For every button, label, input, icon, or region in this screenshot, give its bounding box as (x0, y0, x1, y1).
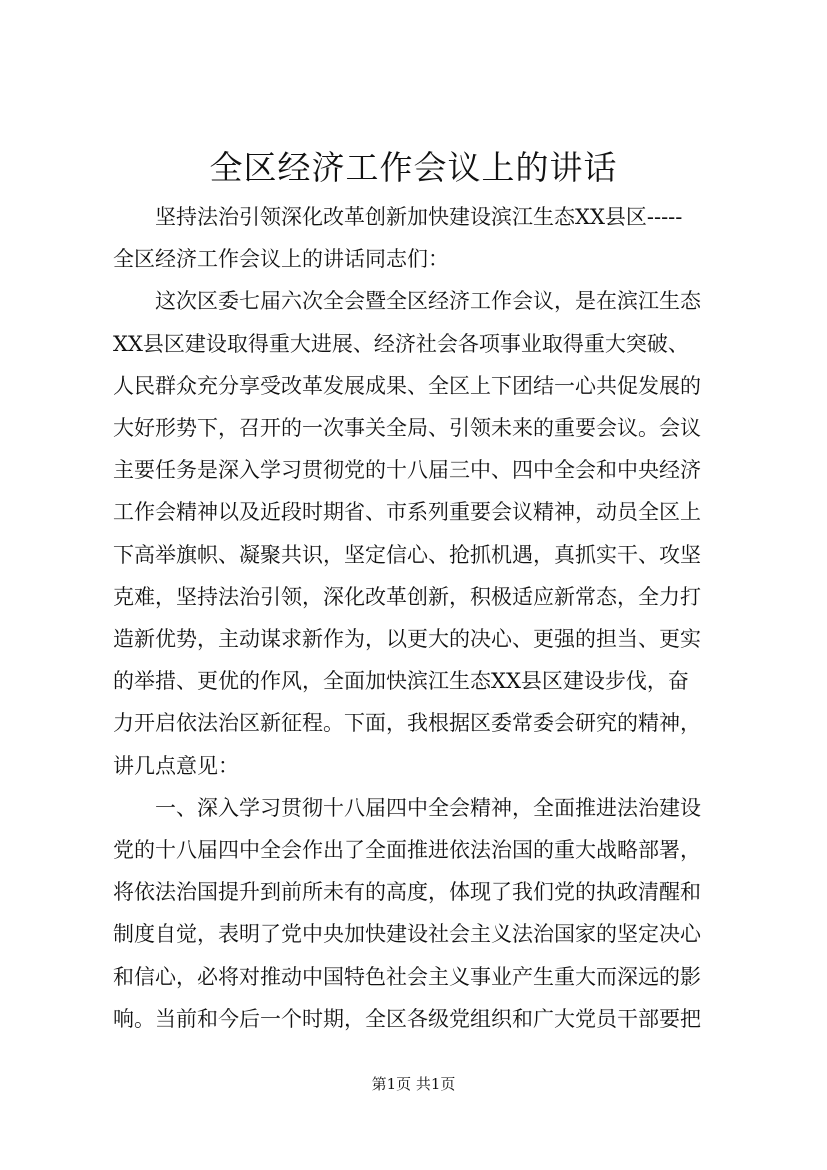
body-line: 的举措、更优的作风，全面加快滨江生态XX县区建设步伐，奋 (113, 669, 689, 694)
body-line: 党的十八届四中全会作出了全面推进依法治国的重大战略部署， (113, 838, 701, 863)
body-line: 一、深入学习贯彻十八届四中全会精神，全面推进法治建设 (113, 795, 701, 820)
body-line: 主要任务是深入学习贯彻党的十八届三中、四中全会和中央经济 (113, 458, 701, 483)
body-line: 造新优势，主动谋求新作为，以更大的决心、更强的担当、更实 (113, 627, 701, 652)
body-line: 下高举旗帜、凝聚共识，坚定信心、抢抓机遇，真抓实干、攻坚 (113, 542, 701, 567)
body-line: 力开启依法治区新征程。下面，我根据区委常委会研究的精神， (113, 711, 701, 736)
body-line: 讲几点意见： (113, 753, 239, 778)
document-title: 全区经济工作会议上的讲话 (209, 148, 618, 187)
page-number-footer: 第1页 共1页 (371, 1075, 456, 1093)
document-body (113, 196, 723, 1040)
body-line: 工作会精神以及近段时期省、市系列重要会议精神，动员全区上 (113, 500, 701, 525)
body-line: 和信心，必将对推动中国特色社会主义事业产生重大而深远的影 (113, 964, 701, 989)
body-line: 克难，坚持法治引领，深化改革创新，积极适应新常态，全力打 (113, 584, 701, 609)
body-line: 全区经济工作会议上的讲话同志们： (113, 247, 449, 272)
body-line: 人民群众充分享受改革发展成果、全区上下团结一心共促发展的 (113, 373, 701, 398)
body-line: 这次区委七届六次全会暨全区经济工作会议，是在滨江生态 (113, 289, 701, 314)
body-line: 坚持法治引领深化改革创新加快建设滨江生态XX县区----- (113, 205, 683, 229)
body-line: 制度自觉，表明了党中央加快建设社会主义法治国家的坚定决心 (113, 922, 701, 947)
body-line: 将依法治国提升到前所未有的高度，体现了我们党的执政清醒和 (113, 880, 701, 905)
body-line: XX县区建设取得重大进展、经济社会各项事业取得重大突破、 (113, 331, 689, 356)
body-line: 响。当前和今后一个时期，全区各级党组织和广大党员干部要把 (113, 1006, 701, 1031)
body-line: 大好形势下，召开的一次事关全局、引领未来的重要会议。会议 (113, 416, 701, 441)
